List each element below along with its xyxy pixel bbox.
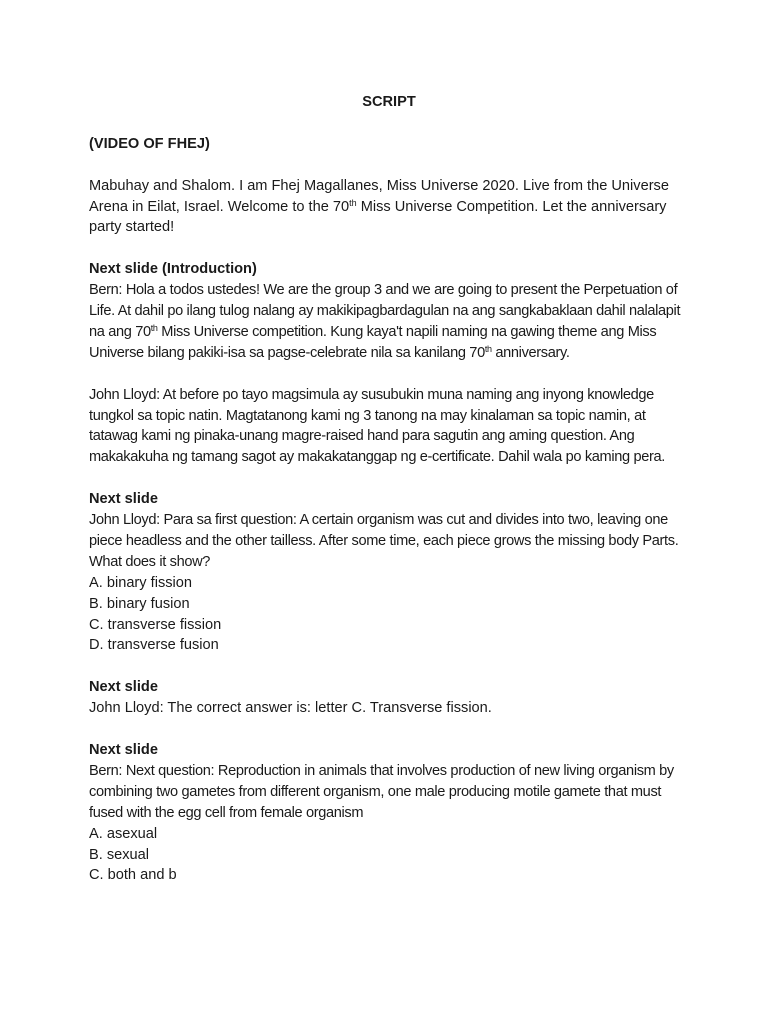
bern-intro-text-1: Bern: Hola a todos ustedes! We are the group 3 and we are going to present the Perpetuation of Life. At dahil po ilang tulog nalang ay makikipagbardagulan na ang sangkabaklaan dahil nalalapit na ang 70 xyxy=(89,282,681,340)
intro-text-2: Miss Universe Competition. Let the anniversary party started! xyxy=(89,198,667,236)
question1-option-a: A. binary fission xyxy=(89,574,193,591)
question2-option-c: C. both and b xyxy=(89,867,177,884)
question1-option-d: D. transverse fusion xyxy=(89,637,219,654)
john-intro-paragraph: John Lloyd: At before po tayo magsimula ay susubukin muna naming ang inyong knowledge tungkol sa topic natin. Magtatanong kami ng 3 tanong na may kinalaman sa topic namin, at tatawag kami ng pinaka-unang magre-raised hand para sagutin ang aming question. Ang makakakuha ng tamang sagot ay makakatanggap ng e-certificate. Dahil wala po kaming pera. xyxy=(89,386,666,466)
question2-option-b: B. sexual xyxy=(89,846,150,863)
intro-paragraph xyxy=(89,176,689,239)
bern-intro-sup-1: th xyxy=(150,322,158,333)
introduction-heading: Next slide (Introduction) xyxy=(89,261,257,278)
question2-option-a: A. asexual xyxy=(89,825,158,842)
question1-option-b: B. binary fusion xyxy=(89,595,190,612)
question1-heading: Next slide xyxy=(89,491,158,508)
question2-text: Bern: Next question: Reproduction in animals that involves production of new living organism by combining two gametes from different organism, one male producing motile gamete that must fused with the egg cell from female organism xyxy=(89,762,674,821)
question2-heading: Next slide xyxy=(89,741,158,758)
bern-intro-sup-2: th xyxy=(484,343,492,354)
bern-intro-paragraph xyxy=(89,280,689,364)
video-heading: (VIDEO OF FHEJ) xyxy=(89,135,210,152)
intro-sup: th xyxy=(349,197,357,208)
answer1-heading: Next slide xyxy=(89,679,158,696)
answer1-text: John Lloyd: The correct answer is: letter C. Transverse fission. xyxy=(89,700,492,717)
bern-intro-text-2: Miss Universe competition. Kung kaya't napili naming na gawing theme ang Miss Universe bilang pakiki-isa sa pagse-celebrate nila sa kanilang 70 xyxy=(89,323,657,361)
question1-option-c: C. transverse fission xyxy=(89,616,222,633)
script-document xyxy=(89,92,689,886)
document-title: SCRIPT xyxy=(362,94,416,110)
question1-text: John Lloyd: Para sa first question: A certain organism was cut and divides into two, leaving one piece headless and the other tailless. After some time, each piece grows the missing body Parts. What does it show? xyxy=(89,512,679,570)
intro-text-1: Mabuhay and Shalom. I am Fhej Magallanes, Miss Universe 2020. Live from the Universe Arena in Eilat, Israel. Welcome to the 70 xyxy=(89,177,669,215)
bern-intro-text-3: anniversary. xyxy=(491,344,570,361)
